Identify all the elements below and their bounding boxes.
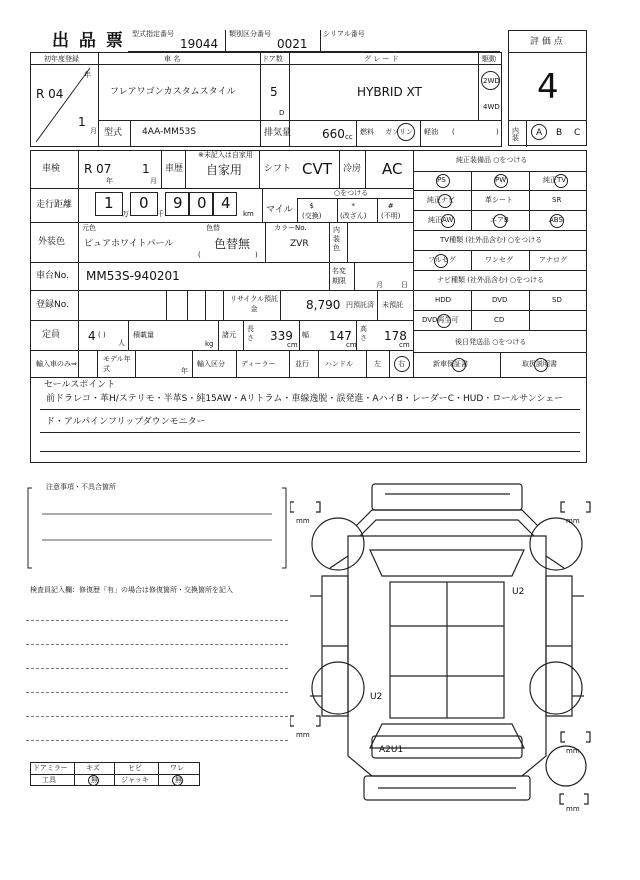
equip-navi-circle <box>438 194 452 208</box>
recycle-value: 8,790 <box>306 298 341 312</box>
displacement-unit: cc <box>345 133 353 141</box>
equip-abs: ABS <box>549 216 563 224</box>
recycle-label: リサイクル預託金 <box>229 295 279 313</box>
equip-ps-circle <box>436 174 450 188</box>
first-reg-month-unit: 月 <box>90 127 97 135</box>
later-warranty-circle <box>452 358 466 372</box>
capacity-value: 4 <box>88 329 96 343</box>
damage-mark-u2-left: U2 <box>370 692 383 702</box>
nav-dvd: DVD <box>492 296 508 304</box>
mileage-exchanged: $ (交換) <box>302 202 322 220</box>
mm-front-left: mm <box>296 517 310 525</box>
legend-jack-value: 無 <box>175 776 182 784</box>
displacement-label: 排気量 <box>264 128 292 138</box>
form-title: 出 品 票 <box>52 31 125 51</box>
car-name-value: フレアワゴンカスタムスタイル <box>110 87 236 97</box>
grade-label: グ レ ー ド <box>364 55 399 63</box>
interior-grade-b: B <box>556 128 563 138</box>
model-year-label: モデル年式 <box>103 355 131 373</box>
width-value: 147 <box>329 329 352 343</box>
chassis-value: MM53S-940201 <box>86 269 180 283</box>
score-value: 4 <box>537 67 559 107</box>
nav-dvd-play: DVD再生可 <box>422 316 459 324</box>
grade-value: HYBRID XT <box>357 85 422 99</box>
equip-airbag: エアB <box>490 216 509 224</box>
first-reg-year-unit: 年 <box>84 71 91 79</box>
name-change-day: 日 <box>401 281 408 289</box>
equip-leather: 革シート <box>485 196 513 204</box>
handle-left: 左 <box>374 360 381 368</box>
recycle-unit: 円預託済 <box>346 301 374 309</box>
mileage-digit-5: 4 <box>221 194 231 212</box>
nav-dvd-play-circle <box>437 314 451 328</box>
interior-color-label: 内装色 <box>333 226 340 252</box>
color-orig-value: ピュアホワイトパール <box>84 239 174 249</box>
later-warranty: 新車保証書 <box>433 360 468 368</box>
paren-right: ) <box>496 128 499 136</box>
fuel-diesel: 軽油 <box>424 128 438 136</box>
history-label: 車歴 <box>165 164 184 174</box>
displacement-value: 660 <box>322 127 345 141</box>
sales-line-1: 前ドラレコ・革H/ステリモ・半革S・純15AW・Aリトラム・車線逸脱・誤発進・AハイB・レーダーC・HUD・ロールサンシェー <box>46 394 564 404</box>
sales-label: セールスポイント <box>44 380 116 390</box>
width-label: 幅 <box>302 331 309 339</box>
mileage-sen-unit: 千 <box>157 210 164 218</box>
category-label: 類別区分番号 <box>229 30 271 38</box>
mileage-km-unit: km <box>243 210 254 218</box>
interior-grade-label: 内装 <box>512 127 519 142</box>
length-label: 長さ <box>247 325 254 342</box>
model-year-unit: 年 <box>181 367 188 375</box>
shift-label: シフト <box>264 164 292 174</box>
history-note: ※未記入は自家用 <box>198 151 253 159</box>
capacity-paren: ( ) <box>98 331 106 339</box>
equip-abs-circle <box>550 214 564 228</box>
equip-aw: 純正AW <box>428 216 454 224</box>
car-diagram <box>290 476 620 816</box>
doors-value: 5 <box>270 85 278 99</box>
color-change-paren-l: ( <box>198 251 201 259</box>
color-code-value: ZVR <box>290 239 309 249</box>
legend-scratch: キズ <box>86 764 100 772</box>
handle-label: ハンドル <box>325 360 353 368</box>
history-value: 自家用 <box>206 163 243 177</box>
legend-tools-circle <box>88 775 99 786</box>
reg-label: 登録No. <box>36 300 69 310</box>
inspection-month: 1 <box>142 162 150 176</box>
equip-airbag-circle <box>493 214 507 228</box>
drive-2wd-circle <box>481 71 500 90</box>
equip-aw-circle <box>441 214 455 228</box>
name-change-label: 名変期限 <box>332 267 346 285</box>
equip-ps: PS <box>437 176 446 184</box>
dims-label: 諸元 <box>222 331 236 339</box>
tv-fullseg: フルセグ <box>428 256 456 264</box>
length-unit: cm <box>287 341 298 349</box>
equip-tv-circle <box>554 174 568 188</box>
mm-rear-left: mm <box>296 731 310 739</box>
inspector-note: 検査員記入欄：修復歴「有」の場合は修復箇所・交換箇所を記入 <box>30 586 233 594</box>
nav-hdd: HDD <box>435 296 452 304</box>
length-value: 339 <box>270 329 293 343</box>
nav-cd: CD <box>494 316 505 324</box>
mileage-unknown: # (不明) <box>381 202 401 220</box>
mileage-circle-note: ○をつける <box>334 189 369 197</box>
mileage-digit-2: 0 <box>139 194 149 212</box>
tv-analog: アナログ <box>539 256 567 264</box>
fuel-label: 燃料 <box>360 128 374 136</box>
fuel-circle <box>397 123 415 141</box>
height-label: 高さ <box>360 325 367 342</box>
name-change-month: 月 <box>376 281 383 289</box>
inspection-label: 車検 <box>42 164 61 174</box>
later-manual: 取扱説明書 <box>522 360 557 368</box>
color-change-paren-r: ) <box>255 251 258 259</box>
later-title: 後日発送品 ○をつける <box>455 338 527 346</box>
mileage-man-unit: 万 <box>122 210 129 218</box>
fuel-gasoline: ガソリン <box>385 128 413 136</box>
legend-tools-value: 無 <box>91 776 98 784</box>
first-reg-month: 1 <box>78 115 86 129</box>
tv-title: TV種類 (社外品含む) ○をつける <box>440 236 543 244</box>
mm-spare: mm <box>566 805 580 813</box>
doors-label: ドア数 <box>262 55 283 63</box>
not-deposited: 未預託 <box>382 301 403 309</box>
mileage-altered: * (改ざん) <box>340 202 367 220</box>
sales-line-2: ド・アルパインフリップダウンモニター <box>46 417 206 427</box>
import-dealer: ディーラー <box>241 360 276 368</box>
handle-right: 右 <box>398 360 405 368</box>
legend-jack-circle <box>172 775 183 786</box>
chassis-label: 車台No. <box>36 271 69 281</box>
mileage-label: 走行距離 <box>36 200 73 210</box>
model-value: 4AA-MM53S <box>142 127 197 137</box>
drive-4wd: 4WD <box>483 103 500 111</box>
model-designation-value: 19044 <box>180 37 219 51</box>
nav-sd: SD <box>552 296 562 304</box>
equip-sr: SR <box>552 196 562 204</box>
shift-value: CVT <box>302 160 332 178</box>
damage-mark-a2u1: A2U1 <box>379 745 404 755</box>
nav-title: ナビ種類 (社外品含む) ○をつける <box>437 276 545 284</box>
category-value: 0021 <box>277 37 308 51</box>
car-name-label: 車 名 <box>164 55 181 63</box>
capacity-label: 定員 <box>42 330 61 340</box>
ac-value: AC <box>382 160 403 178</box>
mileage-digit-4: 0 <box>197 194 207 212</box>
color-orig-label: 元色 <box>82 224 96 232</box>
first-reg-label: 初年度登録 <box>44 55 79 63</box>
door-type: D <box>279 109 285 117</box>
handle-right-circle <box>394 356 410 372</box>
import-label: 輸入車のみ⇒ <box>36 360 77 368</box>
first-reg-era: R 04 <box>36 87 64 101</box>
inspection-month-unit: 月 <box>150 177 157 185</box>
mm-front-right: mm <box>566 517 580 525</box>
legend-break: ワレ <box>170 764 184 772</box>
legend-jack: ジャッキ <box>121 776 149 784</box>
equip-pw-circle <box>494 174 508 188</box>
later-manual-circle <box>534 358 548 372</box>
import-parallel: 並行 <box>295 360 309 368</box>
width-unit: cm <box>346 341 357 349</box>
interior-grade-c: C <box>574 128 581 138</box>
inspection-era: R 07 <box>84 162 112 176</box>
mile-label: マイル <box>266 205 293 215</box>
tv-oneseg: ワンセグ <box>485 256 513 264</box>
paren-left: ( <box>452 128 455 136</box>
mm-rear-right: mm <box>566 747 580 755</box>
legend-crack: ヒビ <box>128 764 142 772</box>
legend-mirror: ドアミラー <box>33 764 68 772</box>
load-unit: kg <box>205 340 214 348</box>
drive-2wd: 2WD <box>483 77 500 85</box>
color-code-label: カラーNo. <box>274 224 307 232</box>
notes-title: 注意事項・不具合箇所 <box>46 483 116 491</box>
interior-grade-a-circle <box>531 124 547 140</box>
tv-fullseg-circle <box>434 254 448 268</box>
interior-grade-a: A <box>536 128 543 138</box>
height-unit: cm <box>399 341 410 349</box>
model-designation-label: 型式指定番号 <box>132 30 174 38</box>
serial-label: シリアル番号 <box>323 30 365 38</box>
damage-mark-u2-right: U2 <box>512 587 525 597</box>
mileage-digit-1: 1 <box>104 194 114 212</box>
color-label: 外装色 <box>38 237 66 247</box>
load-label: 積載量 <box>133 331 154 339</box>
capacity-unit: 人 <box>118 339 125 347</box>
height-value: 178 <box>384 329 407 343</box>
drive-label: 駆動 <box>482 55 496 63</box>
import-type-label: 輸入区分 <box>197 360 225 368</box>
equip-navi: 純正ナビ <box>427 196 455 204</box>
model-label: 型式 <box>104 128 123 138</box>
mileage-digit-3: 9 <box>173 194 183 212</box>
notes-bracket <box>26 483 288 570</box>
inspection-year-unit: 年 <box>106 177 113 185</box>
equip-pw: PW <box>495 176 507 184</box>
ac-label: 冷房 <box>343 164 362 174</box>
score-label: 評 価 点 <box>530 37 563 47</box>
equip-tv: 純正TV <box>543 176 567 184</box>
color-change-label: 色替 <box>206 224 220 232</box>
legend-tools: 工具 <box>42 776 56 784</box>
color-change-value: 色替無 <box>214 237 251 251</box>
equip-title: 純正装備品 ○をつける <box>456 156 528 164</box>
